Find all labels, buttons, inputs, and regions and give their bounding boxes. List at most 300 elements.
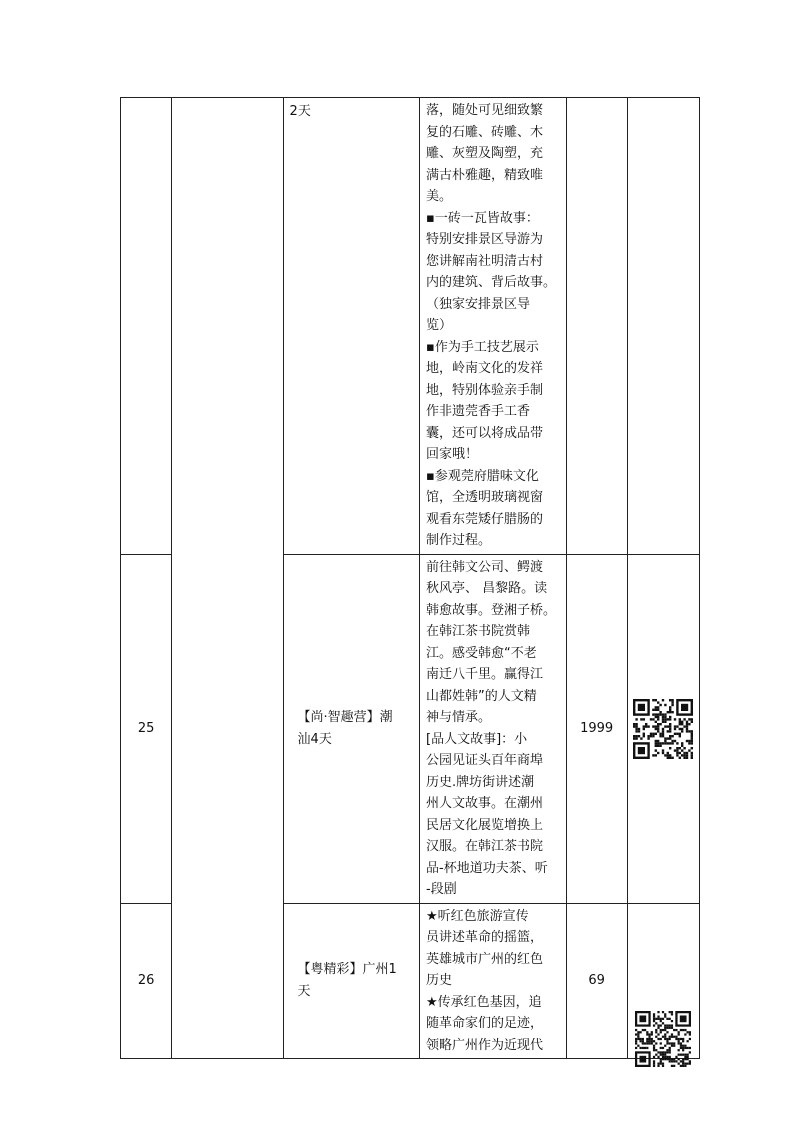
qr-module: [662, 1011, 664, 1013]
qr-module: [664, 1037, 666, 1039]
qr-module: [637, 1037, 639, 1039]
qr-module: [671, 711, 673, 713]
qr-module: [662, 749, 664, 751]
qr-module: [681, 742, 683, 744]
qr-module: [671, 739, 673, 741]
qr-module: [690, 742, 692, 744]
qr-module: [642, 735, 644, 737]
qr-module: [676, 742, 678, 744]
qr-module: [655, 1028, 657, 1030]
price: 69: [588, 973, 605, 989]
qr-module: [650, 1042, 652, 1044]
qr-module: [677, 1062, 679, 1064]
qr-module: [646, 1042, 648, 1044]
desc-line: 地，岭南文化的发祥: [426, 361, 544, 376]
qr-module: [671, 1060, 673, 1062]
route-name-cell: [283, 98, 419, 555]
qr-module: [674, 718, 676, 720]
qr-module: [678, 723, 680, 725]
qr-module: [666, 1017, 668, 1019]
qr-module: [657, 701, 659, 703]
qr-module: [669, 711, 671, 713]
qr-module: [690, 756, 692, 758]
qr-module: [677, 1033, 679, 1035]
qr-module: [664, 1033, 666, 1035]
qr-module: [684, 1064, 686, 1066]
qr-module: [635, 1040, 637, 1042]
qr-module: [657, 739, 659, 741]
qr-module: [668, 1026, 670, 1028]
qr-module: [690, 754, 692, 756]
qr-module: [657, 1051, 659, 1053]
qr-module: [664, 715, 666, 717]
qr-module: [673, 1035, 675, 1037]
qr-module: [676, 747, 678, 749]
qr-module: [662, 751, 664, 753]
qr-module: [664, 1013, 666, 1015]
qr-module: [657, 730, 659, 732]
price-cell: [566, 98, 627, 555]
qr-module: [677, 1031, 679, 1033]
qr-module: [682, 1044, 684, 1046]
desc-line: 观看东莞矮仔腊肠的: [426, 511, 544, 527]
qr-module: [654, 754, 656, 756]
qr-module: [638, 727, 640, 729]
desc-line: 领略广州作为近现代: [426, 1037, 544, 1053]
qr-module: [686, 1040, 688, 1042]
qr-module: [678, 720, 680, 722]
qr-module: [659, 711, 661, 713]
qr-module: [681, 723, 683, 725]
qr-module: [686, 1062, 688, 1064]
qr-module: [664, 713, 666, 715]
qr-module: [686, 1058, 688, 1060]
qr-module: [654, 706, 656, 708]
qr-module: [662, 699, 664, 701]
qr-module: [653, 1040, 655, 1042]
qr-module: [657, 1062, 659, 1064]
qr-module: [681, 720, 683, 722]
qr-module: [686, 751, 688, 753]
qr-module: [669, 708, 671, 710]
qr-module: [659, 732, 661, 734]
qr-module: [662, 1022, 664, 1024]
qr-module: [638, 730, 640, 732]
qr-module: [655, 1053, 657, 1055]
qr-module: [655, 1042, 657, 1044]
qr-module: [677, 1058, 679, 1060]
qr-module: [654, 742, 656, 744]
qr-module: [668, 1046, 670, 1048]
qr-module: [686, 754, 688, 756]
qr-module: [678, 732, 680, 734]
qr-module: [657, 1024, 659, 1026]
merged-category-cell: [172, 98, 283, 1059]
qr-module: [659, 1031, 661, 1033]
qr-module: [680, 1060, 682, 1062]
qr-module: [675, 1037, 677, 1039]
qr-module: [690, 751, 692, 753]
qr-module: [671, 756, 673, 758]
qr-module: [684, 1028, 686, 1030]
qr-module: [659, 735, 661, 737]
qr-module: [657, 1015, 659, 1017]
qr-module: [650, 735, 652, 737]
qr-module: [666, 711, 668, 713]
qr-module: [686, 727, 688, 729]
qr-module: [662, 1055, 664, 1057]
qr-module: [653, 1046, 655, 1048]
qr-module: [653, 1049, 655, 1051]
qr-module: [690, 737, 692, 739]
qr-module: [633, 723, 635, 725]
qr-module: [666, 754, 668, 756]
qr-module: [671, 1011, 673, 1013]
qr-module: [641, 1040, 643, 1042]
qr-module: [671, 1058, 673, 1060]
qr-module: [657, 1064, 659, 1066]
qr-module: [669, 715, 671, 717]
qr-module: [673, 1028, 675, 1030]
qr-module: [659, 1062, 661, 1064]
qr-module: [657, 1011, 659, 1013]
qr-finder-center: [680, 1015, 687, 1022]
desc-line: 复的石雕、砖雕、木: [426, 124, 544, 140]
qr-module: [677, 1040, 679, 1042]
qr-module: [682, 1028, 684, 1030]
qr-module: [648, 1033, 650, 1035]
route-description-cell: [420, 98, 567, 555]
qr-module: [659, 1017, 661, 1019]
qr-module: [633, 737, 635, 739]
qr-module: [657, 706, 659, 708]
qr-module: [680, 1037, 682, 1039]
qr-module: [664, 1053, 666, 1055]
qr-module: [671, 735, 673, 737]
qr-cell: [627, 98, 699, 555]
route-name-cell: [283, 554, 419, 903]
qr-module: [678, 747, 680, 749]
qr-module: [682, 1053, 684, 1055]
qr-module: [653, 1055, 655, 1057]
qr-module: [664, 737, 666, 739]
desc-line: 在韩江茶书院赏韩: [426, 624, 531, 639]
qr-module: [635, 1037, 637, 1039]
qr-module: [654, 727, 656, 729]
qr-module: [664, 754, 666, 756]
desc-line: 作非遗莞香手工香: [426, 404, 531, 419]
qr-module: [686, 720, 688, 722]
qr-module: [666, 1026, 668, 1028]
qr-module: [664, 1028, 666, 1030]
qr-module: [671, 1024, 673, 1026]
row-number-cell: [121, 554, 172, 903]
desc-line: 品-杯地道功夫茶、听: [426, 860, 548, 876]
qr-module: [684, 1044, 686, 1046]
qr-module: [654, 739, 656, 741]
qr-module: [662, 732, 664, 734]
qr-module: [659, 1058, 661, 1060]
qr-module: [669, 723, 671, 725]
qr-module: [662, 1051, 664, 1053]
qr-module: [683, 718, 685, 720]
qr-module: [652, 718, 654, 720]
qr-module: [652, 708, 654, 710]
qr-module: [662, 1028, 664, 1030]
qr-module: [688, 1051, 690, 1053]
qr-module: [668, 1042, 670, 1044]
qr-module: [637, 1031, 639, 1033]
desc-line: ★听红色旅游宣传: [426, 908, 529, 924]
qr-module: [657, 1026, 659, 1028]
qr-module: [659, 1051, 661, 1053]
qr-module: [657, 708, 659, 710]
qr-module: [659, 1060, 661, 1062]
qr-module: [637, 1035, 639, 1037]
qr-module: [652, 754, 654, 756]
qr-code-icon[interactable]: [632, 699, 694, 759]
qr-module: [681, 727, 683, 729]
qr-module: [666, 742, 668, 744]
qr-module: [647, 737, 649, 739]
qr-module: [688, 1033, 690, 1035]
desc-line: 囊，还可以将成品带: [426, 425, 544, 441]
qr-module: [662, 713, 664, 715]
qr-module: [653, 1019, 655, 1021]
desc-line: 览）: [426, 318, 453, 333]
qr-finder-center: [639, 1055, 646, 1062]
qr-module: [677, 1042, 679, 1044]
qr-module: [683, 756, 685, 758]
qr-module: [681, 744, 683, 746]
qr-finder-center: [681, 703, 688, 710]
qr-module: [639, 1040, 641, 1042]
qr-module: [680, 1064, 682, 1066]
qr-module: [644, 1042, 646, 1044]
qr-module: [669, 754, 671, 756]
qr-module: [639, 1031, 641, 1033]
qr-module: [662, 1062, 664, 1064]
qr-module: [664, 1035, 666, 1037]
table-row: [121, 98, 700, 555]
desc-line: 韩愈故事。登湘子桥。: [426, 602, 557, 618]
qr-module: [635, 1028, 637, 1030]
desc-line: 随革命家们的足迹，: [426, 1016, 544, 1031]
qr-module: [635, 727, 637, 729]
desc-line: 南迁八千里。赢得江: [426, 667, 544, 682]
qr-module: [650, 1031, 652, 1033]
qr-module: [671, 1019, 673, 1021]
qr-module: [659, 1019, 661, 1021]
qr-module: [641, 1046, 643, 1048]
qr-module: [684, 1058, 686, 1060]
qr-module: [686, 1046, 688, 1048]
qr-module: [671, 1042, 673, 1044]
qr-module: [664, 1055, 666, 1057]
qr-module: [671, 699, 673, 701]
qr-module: [680, 1053, 682, 1055]
qr-module: [666, 1055, 668, 1057]
qr-module: [671, 1033, 673, 1035]
qr-module: [671, 742, 673, 744]
qr-module: [654, 715, 656, 717]
desc-line: 制作过程。: [426, 533, 492, 548]
qr-module: [677, 1053, 679, 1055]
qr-module: [681, 754, 683, 756]
desc-line: 民居文化展览增换上: [426, 817, 544, 833]
qr-module: [657, 751, 659, 753]
qr-module: [688, 739, 690, 741]
qr-module: [645, 723, 647, 725]
route-description-cell: [420, 554, 567, 903]
qr-module: [668, 1060, 670, 1062]
qr-module: [668, 1017, 670, 1019]
qr-module: [666, 718, 668, 720]
qr-module: [675, 1060, 677, 1062]
qr-module: [640, 718, 642, 720]
qr-module: [682, 1058, 684, 1060]
qr-module: [657, 1017, 659, 1019]
qr-module: [652, 699, 654, 701]
qr-module: [690, 739, 692, 741]
qr-module: [638, 735, 640, 737]
qr-code-icon[interactable]: [632, 1011, 694, 1067]
qr-module: [671, 701, 673, 703]
qr-module: [650, 1040, 652, 1042]
qr-module: [683, 725, 685, 727]
route-name: 【尚·智趣营】潮汕4天: [297, 709, 393, 747]
qr-module: [686, 739, 688, 741]
desc-line: 回家哦！: [426, 447, 479, 462]
qr-module: [653, 1044, 655, 1046]
qr-module: [652, 735, 654, 737]
qr-module: [654, 708, 656, 710]
qr-module: [683, 751, 685, 753]
desc-line: 历史: [426, 973, 453, 988]
desc-line: 雕、灰塑及陶塑，充: [426, 146, 544, 161]
qr-module: [635, 735, 637, 737]
qr-module: [639, 1046, 641, 1048]
qr-module: [659, 1037, 661, 1039]
qr-module: [650, 732, 652, 734]
desc-line: 美。: [426, 189, 453, 204]
desc-line: ▪参观莞府腊味文化: [426, 468, 539, 484]
qr-module: [676, 749, 678, 751]
qr-module: [684, 1033, 686, 1035]
qr-cell: [627, 554, 699, 903]
desc-line: 地，特别体验亲手制: [426, 382, 544, 398]
qr-module: [641, 1037, 643, 1039]
qr-module: [654, 720, 656, 722]
qr-module: [666, 751, 668, 753]
qr-module: [673, 1058, 675, 1060]
qr-module: [686, 1031, 688, 1033]
qr-module: [684, 1055, 686, 1057]
qr-module: [674, 727, 676, 729]
qr-finder-center: [639, 1015, 646, 1022]
qr-cell: [627, 903, 699, 1059]
qr-module: [633, 735, 635, 737]
desc-line: 汉服。在韩江茶书院: [426, 839, 544, 854]
qr-module: [669, 730, 671, 732]
row-number-cell: [121, 98, 172, 555]
qr-module: [666, 1024, 668, 1026]
qr-module: [657, 715, 659, 717]
qr-module: [641, 1042, 643, 1044]
qr-module: [669, 742, 671, 744]
qr-module: [686, 1055, 688, 1057]
qr-module: [671, 703, 673, 705]
qr-module: [653, 1060, 655, 1062]
qr-module: [662, 727, 664, 729]
qr-module: [686, 756, 688, 758]
qr-module: [653, 1015, 655, 1017]
qr-module: [662, 720, 664, 722]
qr-module: [648, 1035, 650, 1037]
qr-module: [690, 735, 692, 737]
qr-module: [646, 1046, 648, 1048]
qr-module: [657, 1037, 659, 1039]
qr-module: [648, 1040, 650, 1042]
qr-module: [688, 723, 690, 725]
price-cell: [566, 554, 627, 903]
desc-line: ★传承红色基因，追: [426, 994, 542, 1010]
qr-module: [652, 725, 654, 727]
qr-module: [690, 730, 692, 732]
qr-module: [669, 718, 671, 720]
qr-module: [644, 1046, 646, 1048]
qr-module: [657, 725, 659, 727]
qr-module: [673, 1064, 675, 1066]
route-description-cell: [420, 903, 567, 1059]
qr-module: [657, 742, 659, 744]
price: 1999: [580, 721, 614, 736]
qr-module: [676, 751, 678, 753]
qr-module: [673, 1042, 675, 1044]
qr-module: [676, 754, 678, 756]
qr-module: [659, 703, 661, 705]
qr-module: [666, 1040, 668, 1042]
qr-module: [664, 725, 666, 727]
qr-module: [668, 1011, 670, 1013]
qr-module: [662, 730, 664, 732]
qr-module: [674, 732, 676, 734]
qr-module: [657, 1055, 659, 1057]
qr-module: [668, 1024, 670, 1026]
qr-module: [666, 725, 668, 727]
row-number-cell: [121, 903, 172, 1059]
qr-module: [666, 737, 668, 739]
qr-module: [650, 718, 652, 720]
qr-module: [686, 1053, 688, 1055]
qr-module: [659, 742, 661, 744]
qr-module: [657, 744, 659, 746]
qr-module: [673, 1044, 675, 1046]
qr-module: [659, 713, 661, 715]
qr-module: [655, 1022, 657, 1024]
qr-module: [654, 732, 656, 734]
qr-module: [666, 1051, 668, 1053]
qr-module: [674, 749, 676, 751]
qr-module: [682, 1062, 684, 1064]
route-description: [420, 904, 566, 1059]
qr-module: [664, 1051, 666, 1053]
qr-module: [682, 1037, 684, 1039]
qr-module: [647, 735, 649, 737]
qr-module: [666, 1049, 668, 1051]
route-name: 【粤精彩】广州1天: [297, 961, 397, 999]
qr-module: [668, 1055, 670, 1057]
